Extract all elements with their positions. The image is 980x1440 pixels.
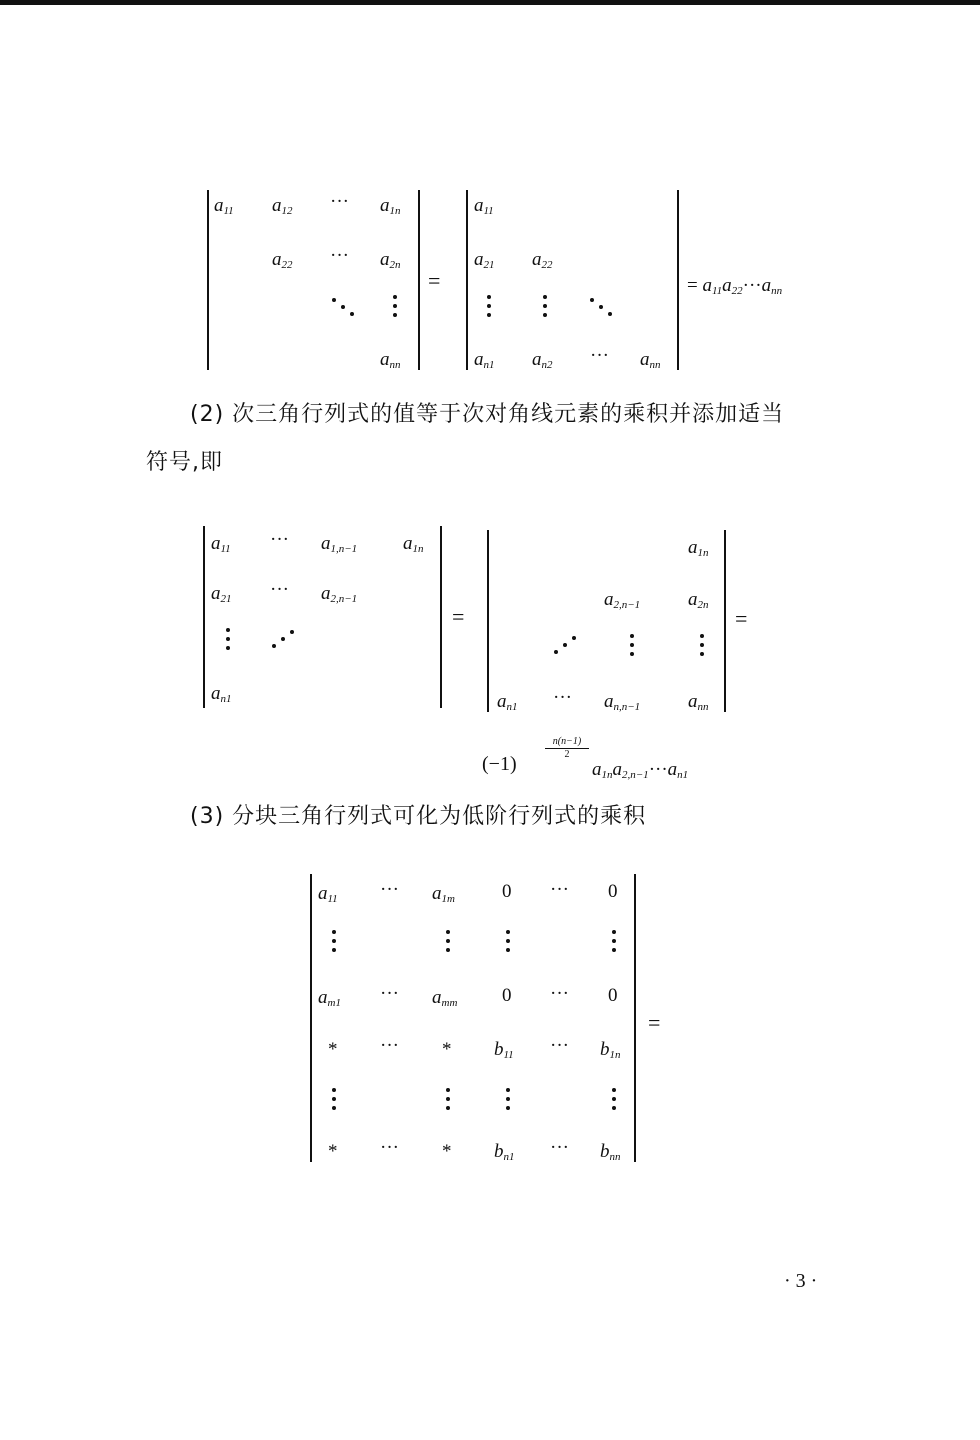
matrix-entry: $a_{11}$ xyxy=(211,533,231,555)
matrix-entry: $a_{11}$ xyxy=(474,195,494,217)
det-bar xyxy=(677,190,679,370)
hdots: ··· xyxy=(550,1137,569,1158)
vdots xyxy=(543,295,547,317)
adots xyxy=(552,634,578,656)
vdots xyxy=(700,634,704,656)
hdots: ··· xyxy=(330,191,349,212)
vdots xyxy=(446,930,450,952)
zero-entry: 0 xyxy=(608,985,618,1006)
hdots: ··· xyxy=(550,1035,569,1056)
zero-entry: 0 xyxy=(608,881,618,902)
vdots xyxy=(506,1088,510,1110)
matrix-entry: $a_{nn}$ xyxy=(688,691,709,713)
adots xyxy=(270,628,296,650)
equals-sign: = xyxy=(428,268,441,293)
matrix-entry: $a_{n1}$ xyxy=(497,691,518,713)
zero-entry: 0 xyxy=(502,881,512,902)
hdots: ··· xyxy=(553,687,572,708)
vdots xyxy=(332,930,336,952)
matrix-entry: $a_{22}$ xyxy=(272,249,293,271)
equals-sign: = xyxy=(648,1010,661,1035)
hdots: ··· xyxy=(270,529,289,550)
matrix-entry: $a_{11}$ xyxy=(214,195,234,217)
det-bar xyxy=(207,190,209,370)
ddots xyxy=(588,296,614,318)
page-top-rule xyxy=(0,0,980,5)
matrix-entry: $b_{n1}$ xyxy=(494,1141,515,1163)
det-bar xyxy=(487,530,489,712)
matrix-entry: $b_{1n}$ xyxy=(600,1039,621,1061)
sign-exponent: n(n−1) 2 xyxy=(545,737,589,760)
page-number: · 3 · xyxy=(784,1270,818,1292)
equals-sign: = xyxy=(452,604,465,629)
hdots: ··· xyxy=(380,1137,399,1158)
vdots xyxy=(506,930,510,952)
anti-diagonal-product: $a_{1n}a_{2,n-1}\cdot\cdot\cdot a_{n1}$ xyxy=(592,759,689,781)
vdots xyxy=(446,1088,450,1110)
matrix-entry: $a_{21}$ xyxy=(211,583,232,605)
hdots: ··· xyxy=(330,245,349,266)
vdots xyxy=(332,1088,336,1110)
matrix-entry: $a_{nn}$ xyxy=(640,349,661,371)
hdots: ··· xyxy=(380,983,399,1004)
matrix-entry: $a_{m1}$ xyxy=(318,987,341,1009)
matrix-entry: $a_{22}$ xyxy=(532,249,553,271)
sign-factor: (−1) xyxy=(482,753,517,775)
matrix-entry: $a_{2n}$ xyxy=(688,589,709,611)
hdots: ··· xyxy=(380,1035,399,1056)
matrix-entry: $a_{1,n-1}$ xyxy=(321,533,358,555)
paragraph-3: (3) 分块三角行列式可化为低阶行列式的乘积 xyxy=(190,804,647,829)
ddots xyxy=(330,296,356,318)
hdots: ··· xyxy=(270,579,289,600)
matrix-entry: $a_{nn}$ xyxy=(380,349,401,371)
matrix-entry: $a_{11}$ xyxy=(318,883,338,905)
hdots: ··· xyxy=(550,879,569,900)
hdots: ··· xyxy=(550,983,569,1004)
vdots xyxy=(487,295,491,317)
star-entry: * xyxy=(328,1141,338,1162)
det-bar xyxy=(203,526,205,708)
zero-entry: 0 xyxy=(502,985,512,1006)
vdots xyxy=(630,634,634,656)
matrix-entry: $a_{12}$ xyxy=(272,195,293,217)
matrix-entry: $a_{2n}$ xyxy=(380,249,401,271)
matrix-entry: $a_{n,n-1}$ xyxy=(604,691,641,713)
vdots xyxy=(226,628,230,650)
vdots xyxy=(393,295,397,317)
matrix-entry: $a_{n1}$ xyxy=(474,349,495,371)
matrix-entry: $b_{nn}$ xyxy=(600,1141,621,1163)
paragraph-2-line-2: 符号,即 xyxy=(146,450,223,475)
det-bar xyxy=(466,190,468,370)
det-bar xyxy=(634,874,636,1162)
det-bar xyxy=(418,190,420,370)
matrix-entry: $a_{2,n-1}$ xyxy=(604,589,641,611)
paragraph-2-line-1: (2) 次三角行列式的值等于次对角线元素的乘积并添加适当 xyxy=(190,402,785,427)
matrix-entry: $a_{2,n-1}$ xyxy=(321,583,358,605)
star-entry: * xyxy=(442,1039,452,1060)
equals-sign: = xyxy=(735,606,748,631)
det-bar xyxy=(440,526,442,708)
matrix-entry: $b_{11}$ xyxy=(494,1039,514,1061)
result-product: = $a_{11}a_{22}\cdot\cdot\cdot a_{nn}$ xyxy=(687,275,783,297)
vdots xyxy=(612,930,616,952)
star-entry: * xyxy=(442,1141,452,1162)
matrix-entry: $a_{n1}$ xyxy=(211,683,232,705)
vdots xyxy=(612,1088,616,1110)
hdots: ··· xyxy=(590,345,609,366)
matrix-entry: $a_{21}$ xyxy=(474,249,495,271)
matrix-entry: $a_{mm}$ xyxy=(432,987,458,1009)
det-bar xyxy=(724,530,726,712)
star-entry: * xyxy=(328,1039,338,1060)
matrix-entry: $a_{1n}$ xyxy=(380,195,401,217)
det-bar xyxy=(310,874,312,1162)
matrix-entry: $a_{n2}$ xyxy=(532,349,553,371)
matrix-entry: $a_{1n}$ xyxy=(403,533,424,555)
matrix-entry: $a_{1m}$ xyxy=(432,883,455,905)
matrix-entry: $a_{1n}$ xyxy=(688,537,709,559)
hdots: ··· xyxy=(380,879,399,900)
